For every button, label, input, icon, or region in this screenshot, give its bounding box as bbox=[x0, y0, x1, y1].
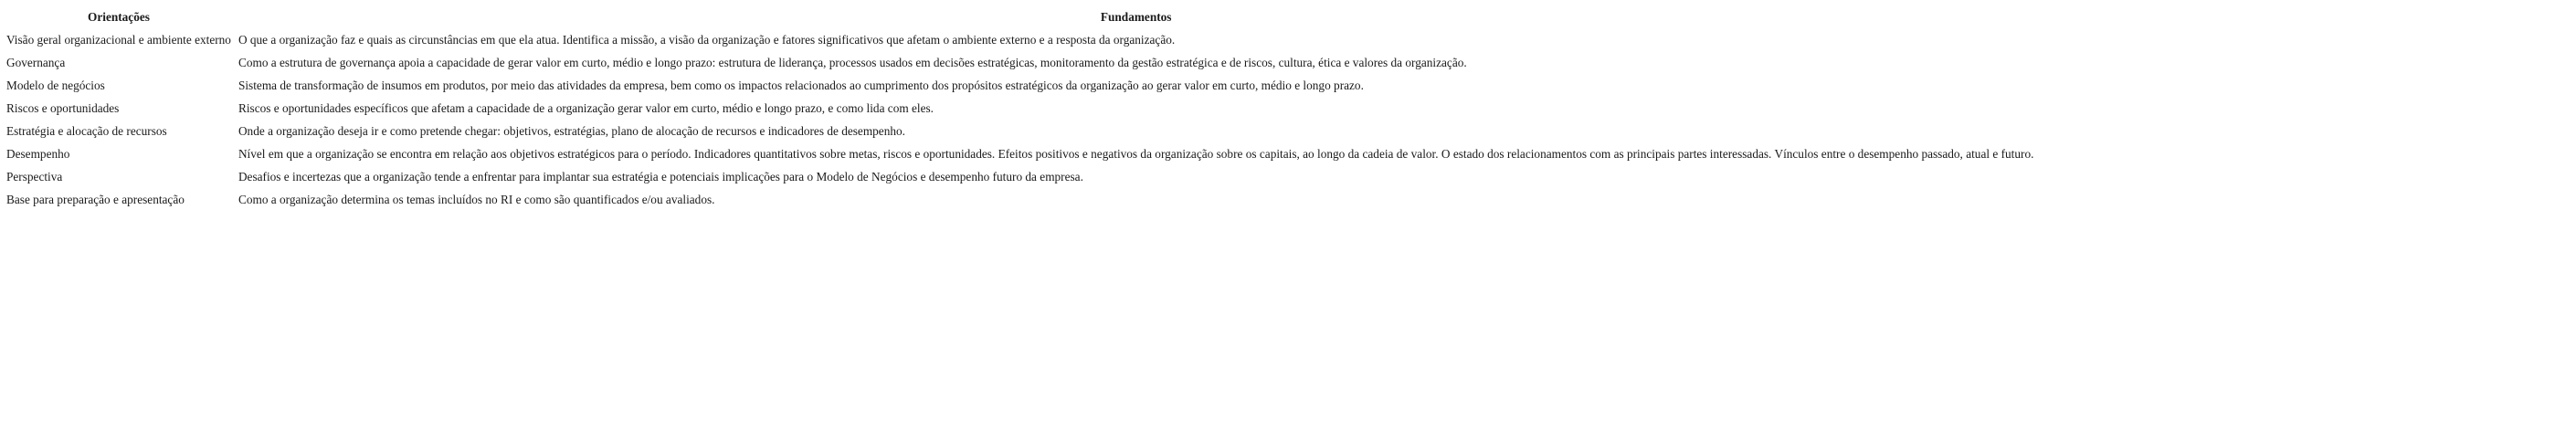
foundation-cell: Como a organização determina os temas incluídos no RI e como são quantificados e/ou avaliados. bbox=[238, 193, 715, 206]
foundation-cell: Onde a organização deseja ir e como pretende chegar: objetivos, estratégias, plano de alocação de recursos e indicadores de desempenho. bbox=[238, 124, 905, 138]
table-row bbox=[3, 28, 2037, 51]
orientation-cell: Modelo de negócios bbox=[6, 79, 105, 92]
foundation-cell: Riscos e oportunidades específicos que afetam a capacidade de a organização gerar valor em curto, médio e longo prazo, e como lida com eles. bbox=[238, 101, 934, 115]
orientation-cell: Governança bbox=[6, 56, 66, 69]
foundation-cell: O que a organização faz e quais as circunstâncias em que ela atua. Identifica a missão, a visão da organização e fatores significativos que afetam o ambiente externo e a resposta da organização. bbox=[238, 33, 1176, 47]
table-row bbox=[3, 97, 2037, 120]
table-row bbox=[3, 188, 2037, 211]
header-foundations: Fundamentos bbox=[1100, 10, 1172, 24]
table-row bbox=[3, 142, 2037, 165]
table-row bbox=[3, 120, 2037, 142]
orientation-cell: Perspectiva bbox=[6, 170, 63, 184]
table-header-row bbox=[3, 5, 2037, 28]
orientation-cell: Estratégia e alocação de recursos bbox=[6, 124, 167, 138]
foundation-cell: Como a estrutura de governança apoia a capacidade de gerar valor em curto, médio e longo prazo: estrutura de liderança, processos usados em decisões estratégicas, monitoramento da gestão estratégica e de riscos, cultura, ética e valores da organização. bbox=[238, 56, 1467, 69]
orientation-cell: Desempenho bbox=[6, 147, 70, 161]
foundation-cell: Nível em que a organização se encontra em relação aos objetivos estratégicos para o período. Indicadores quantitativos sobre metas, riscos e oportunidades. Efeitos positivos e negativos da organização sobre os capitais, ao longo da cadeia de valor. O estado dos relacionamentos com as principais partes interessadas. Vínculos entre o desempenho passado, atual e futuro. bbox=[238, 147, 2034, 161]
foundation-cell: Sistema de transformação de insumos em produtos, por meio das atividades da empresa, bem como os impactos relacionados ao cumprimento dos propósitos estratégicos da organização ao gerar valor em curto, médio e longo prazo. bbox=[238, 79, 1364, 92]
orientation-cell: Visão geral organizacional e ambiente externo bbox=[6, 33, 231, 47]
orientations-table bbox=[3, 5, 2037, 211]
table-row bbox=[3, 74, 2037, 97]
orientation-cell: Base para preparação e apresentação bbox=[6, 193, 185, 206]
table-row bbox=[3, 165, 2037, 188]
header-orientations: Orientações bbox=[88, 10, 150, 24]
foundation-cell: Desafios e incertezas que a organização tende a enfrentar para implantar sua estratégia e potenciais implicações para o Modelo de Negócios e desempenho futuro da empresa. bbox=[238, 170, 1083, 184]
orientation-cell: Riscos e oportunidades bbox=[6, 101, 120, 115]
table-row bbox=[3, 51, 2037, 74]
